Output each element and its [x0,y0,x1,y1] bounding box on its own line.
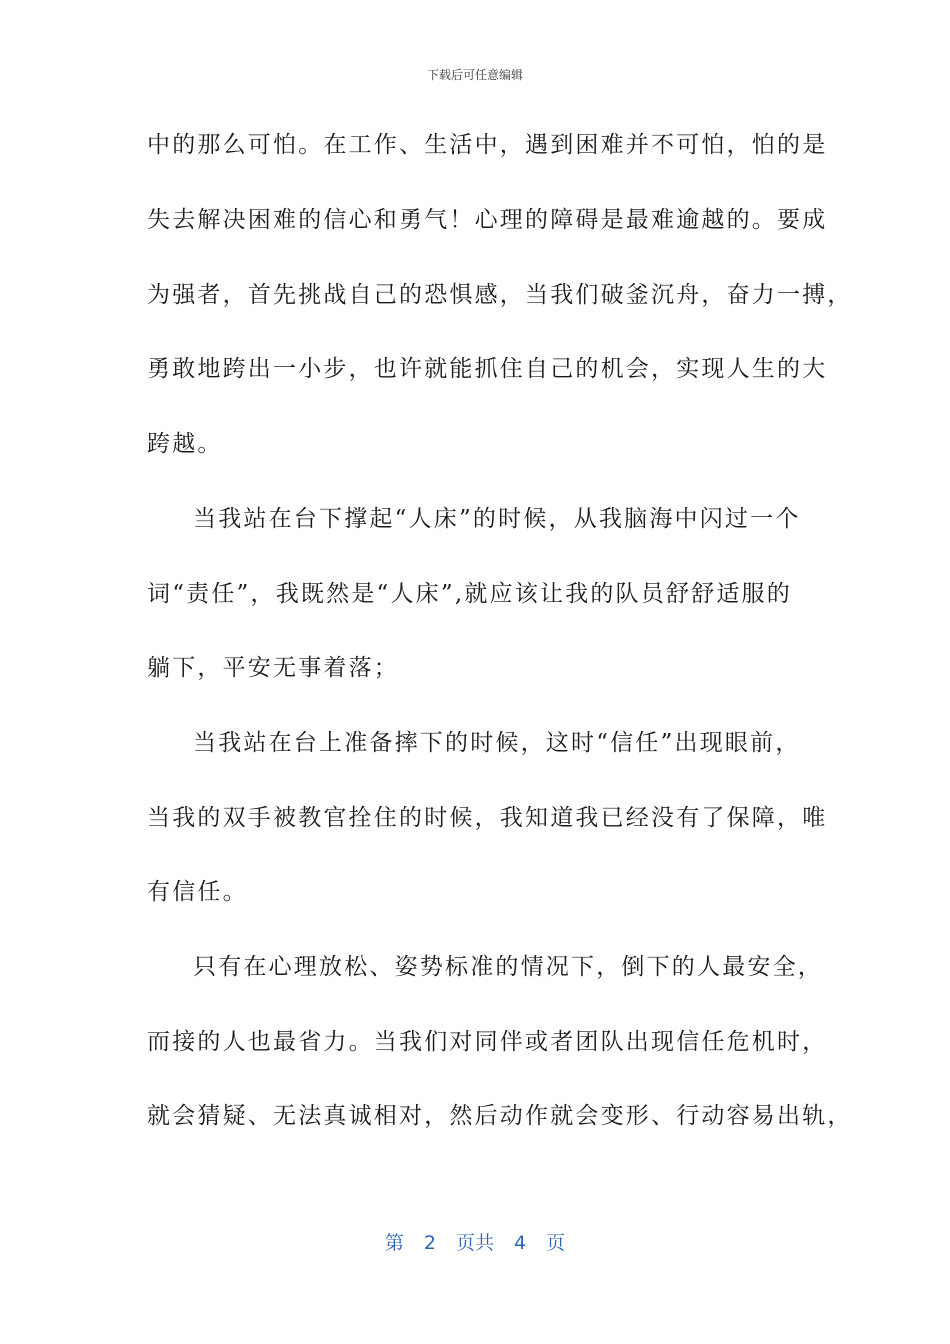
page-label-suffix: 页 [546,1232,566,1254]
header-note: 下载后可任意编辑 [426,68,523,82]
body-line: 当我的双手被教官拴住的时候，我知道我已经没有了保障，唯 [147,805,828,831]
body-line: 当我站在台上准备摔下的时候，这时“信任”出现眼前， [193,730,801,756]
page-label-prefix: 第 [384,1232,404,1254]
body-line: 跨越。 [147,431,223,457]
page-footer [0,1228,950,1255]
body-line: 勇敢地跨出一小步，也许就能抓住自己的机会，实现人生的大 [147,356,828,382]
page-label-mid: 页共 [455,1232,494,1254]
total-pages-number: 4 [514,1232,527,1254]
body-line: 中的那么可怕。在工作、生活中，遇到困难并不可怕，怕的是 [147,132,828,158]
current-page-number: 2 [423,1232,436,1254]
body-line: 有信任。 [147,879,248,905]
body-line: 失去解决困难的信心和勇气！心理的障碍是最难逾越的。要成 [147,207,828,233]
body-line: 词“责任”，我既然是“人床”,就应该让我的队员舒舒适服的 [147,581,792,607]
body-line: 只有在心理放松、姿势标准的情况下，倒下的人最安全， [193,954,823,980]
body-line: 躺下，平安无事着落； [147,655,399,681]
body-line: 为强者，首先挑战自己的恐惧感，当我们破釜沉舟，奋力一搏， [147,282,853,308]
body-line: 而接的人也最省力。当我们对同伴或者团队出现信任危机时， [147,1029,828,1055]
body-line: 当我站在台下撑起“人床”的时候，从我脑海中闪过一个 [193,506,801,532]
body-line: 就会猜疑、无法真诚相对，然后动作就会变形、行动容易出轨， [147,1103,853,1129]
